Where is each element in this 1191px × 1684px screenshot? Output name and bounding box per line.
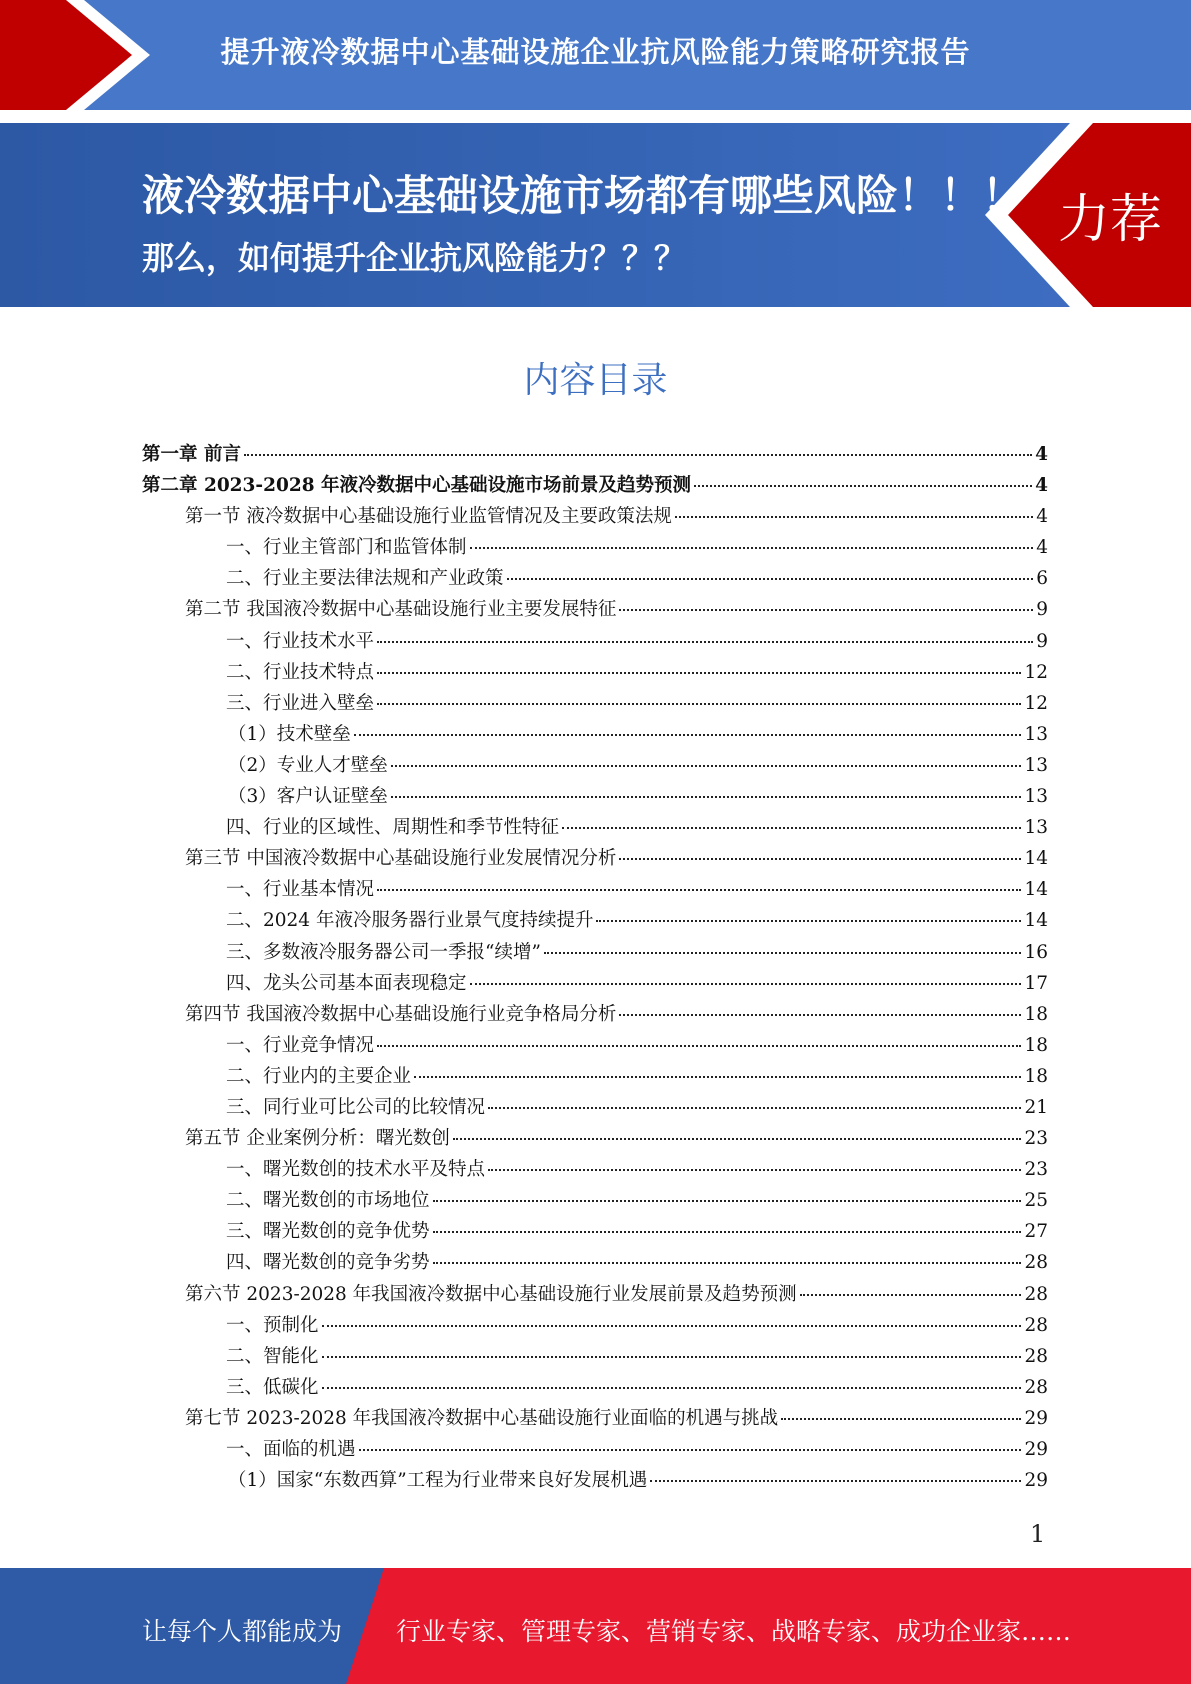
toc-entry[interactable]: 四、行业的区域性、周期性和季节性特征 13 <box>226 817 1048 839</box>
report-header-band <box>0 0 1191 110</box>
toc-entry[interactable]: 二、2024 年液冷服务器行业景气度持续提升 14 <box>226 910 1048 932</box>
toc-entry[interactable]: （1）国家“东数西算”工程为行业带来良好发展机遇 29 <box>228 1470 1048 1492</box>
toc-entry[interactable]: 三、曙光数创的竞争优势 27 <box>226 1221 1048 1243</box>
toc-title: 内容目录 <box>523 360 668 401</box>
toc-entry[interactable]: 第三节 中国液冷数据中心基础设施行业发展情况分析 14 <box>185 848 1048 870</box>
page-number: 1 <box>1030 1520 1046 1548</box>
table-of-contents <box>142 440 1048 1497</box>
footer-slogan-list: 行业专家、管理专家、营销专家、战略专家、成功企业家…… <box>396 1617 1072 1646</box>
toc-entry[interactable]: 四、龙头公司基本面表现稳定 17 <box>226 972 1048 994</box>
toc-entry[interactable]: （1）技术壁垒 13 <box>228 723 1048 745</box>
toc-entry[interactable]: 一、预制化 28 <box>226 1314 1048 1336</box>
toc-entry[interactable]: 第二章 2023-2028 年液冷数据中心基础设施市场前景及趋势预测 4 <box>142 475 1048 497</box>
toc-entry[interactable]: （2）专业人才壁垒 13 <box>228 754 1048 776</box>
toc-entry[interactable]: 第六节 2023-2028 年我国液冷数据中心基础设施行业发展前景及趋势预测 28 <box>185 1283 1048 1305</box>
toc-entry[interactable]: 三、低碳化 28 <box>226 1376 1048 1398</box>
hero-subheadline: 那么，如何提升企业抗风险能力？？？ <box>142 239 687 277</box>
toc-entry[interactable]: 三、行业进入壁垒 12 <box>226 692 1048 714</box>
toc-entry[interactable]: 二、智能化 28 <box>226 1345 1048 1367</box>
toc-entry[interactable]: 二、行业技术特点 12 <box>226 661 1048 683</box>
toc-entry[interactable]: 一、行业技术水平 9 <box>226 630 1048 652</box>
toc-entry[interactable]: 第七节 2023-2028 年我国液冷数据中心基础设施行业面临的机遇与挑战 29 <box>185 1407 1048 1429</box>
toc-entry[interactable]: 第二节 我国液冷数据中心基础设施行业主要发展特征 9 <box>185 599 1048 621</box>
recommend-badge: 力荐 <box>1058 190 1163 250</box>
toc-entry[interactable]: 二、行业内的主要企业 18 <box>226 1065 1048 1087</box>
toc-entry[interactable]: 二、曙光数创的市场地位 25 <box>226 1190 1048 1212</box>
toc-entry[interactable]: 第一节 液冷数据中心基础设施行业监管情况及主要政策法规 4 <box>185 506 1048 528</box>
footer-band <box>0 1568 1191 1684</box>
toc-entry[interactable]: 一、行业基本情况 14 <box>226 879 1048 901</box>
hero-banner <box>0 123 1191 307</box>
toc-entry[interactable]: 一、曙光数创的技术水平及特点 23 <box>226 1159 1048 1181</box>
toc-entry[interactable]: 第四节 我国液冷数据中心基础设施行业竞争格局分析 18 <box>185 1003 1048 1025</box>
toc-entry[interactable]: 三、同行业可比公司的比较情况 21 <box>226 1096 1048 1118</box>
footer-slogan-lead: 让每个人都能成为 <box>142 1617 343 1646</box>
toc-entry[interactable]: 一、行业竞争情况 18 <box>226 1034 1048 1056</box>
toc-entry[interactable]: 四、曙光数创的竞争劣势 28 <box>226 1252 1048 1274</box>
hero-headline: 液冷数据中心基础设施市场都有哪些风险！！！ <box>142 171 1025 220</box>
toc-entry[interactable]: （3）客户认证壁垒 13 <box>228 786 1048 808</box>
toc-entry[interactable]: 二、行业主要法律法规和产业政策 6 <box>226 568 1048 590</box>
toc-entry[interactable]: 第一章 前言 4 <box>142 444 1048 465</box>
toc-entry[interactable]: 三、多数液冷服务器公司一季报“续增” 16 <box>226 941 1048 963</box>
toc-entry[interactable]: 第五节 企业案例分析：曙光数创 23 <box>185 1128 1048 1150</box>
report-title: 提升液冷数据中心基础设施企业抗风险能力策略研究报告 <box>220 35 971 69</box>
toc-entry[interactable]: 一、行业主管部门和监管体制 4 <box>226 537 1048 559</box>
toc-entry[interactable]: 一、面临的机遇 29 <box>226 1439 1048 1460</box>
